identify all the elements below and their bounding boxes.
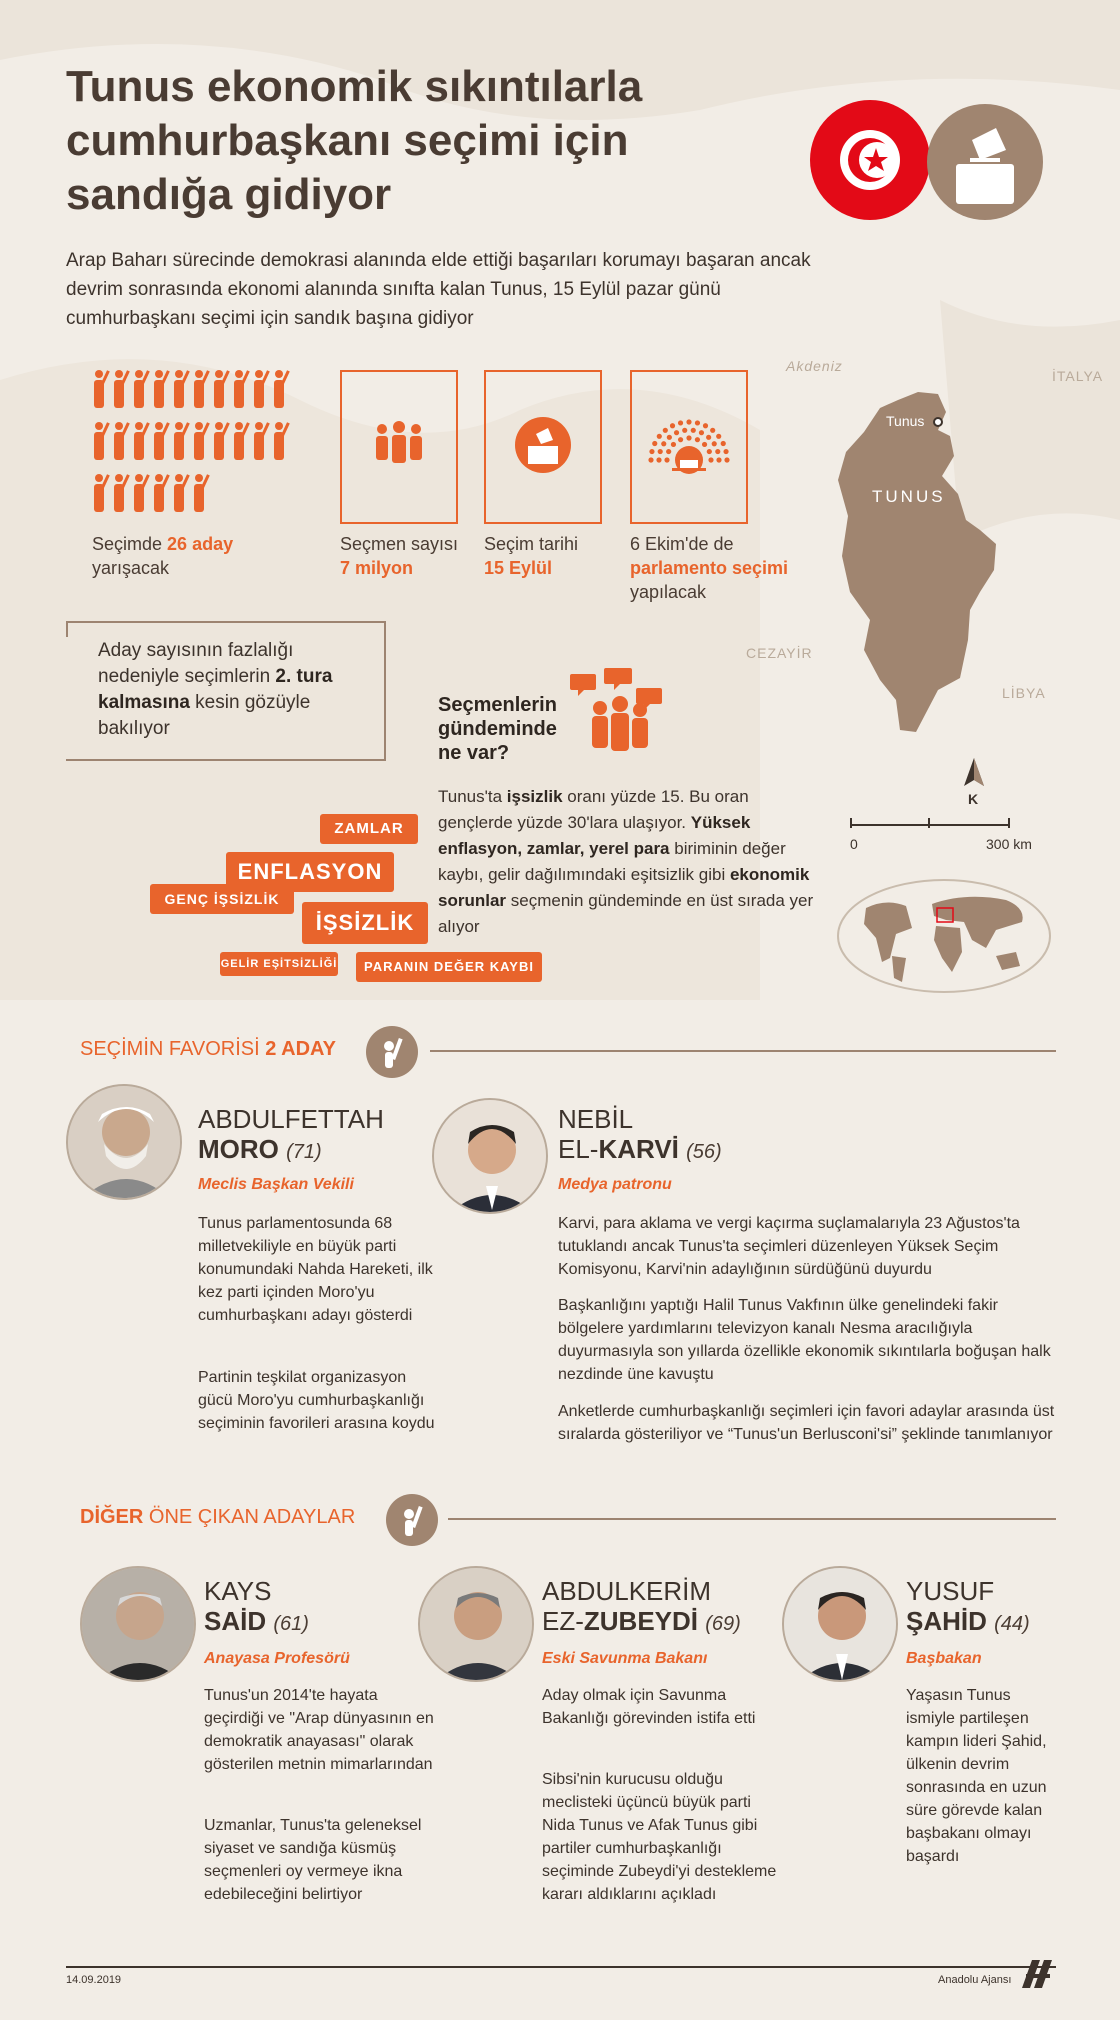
- candidate-figure-head: [115, 474, 123, 482]
- stat-candidates-value: 26 aday: [167, 534, 234, 554]
- candidate-said-name: KAYS SAİD (61): [204, 1576, 309, 1636]
- parliament-seat: [682, 428, 687, 433]
- candidate-zubeydi-role: Eski Savunma Bakanı: [542, 1650, 708, 1667]
- candidate-figure-body: [254, 432, 264, 460]
- parliament-seat: [699, 430, 704, 435]
- candidate-sahid-role: Başbakan: [906, 1650, 982, 1667]
- world-map-inset: [836, 878, 1052, 994]
- candidate-figure-head: [235, 370, 243, 378]
- candidate-said-p1: Tunus'un 2014'te hayata geçirdiği ve "Arap dünyasının en demokratik anayasası" olarak gösterilen metnin mimarlarından: [204, 1687, 434, 1773]
- candidate-figure-body: [114, 380, 124, 408]
- stat-candidates: Seçimde 26 aday yarışacak: [92, 534, 234, 578]
- candidate-figure-head: [175, 474, 183, 482]
- parliament-seat: [691, 428, 696, 433]
- callout-bottom-rule: [66, 759, 386, 761]
- parliament-seat: [678, 437, 683, 442]
- candidate-sahid-name: YUSUF ŞAHİD (44): [906, 1576, 1030, 1636]
- stat-voters-value: 7 milyon: [340, 558, 414, 578]
- candidate-figure-body: [194, 380, 204, 408]
- candidate-moro-p1: Tunus parlamentosunda 68 milletvekiliyle en büyük parti konumundaki Nahda Hareketi, ilk kez parti içinden Moro'yu cumhurbaşkanı adayı gösterdi: [198, 1215, 433, 1324]
- candidate-figure-body: [134, 432, 144, 460]
- candidate-zubeydi-name: ABDULKERİM EZ-ZUBEYDİ (69): [542, 1576, 741, 1636]
- avatar-moro: [66, 1084, 182, 1200]
- map-label-sea: Akdeniz: [786, 358, 843, 374]
- title-line-3: sandığa gidiyor: [66, 170, 392, 219]
- callout-top-rule: [66, 621, 386, 623]
- intro-text: Arap Baharı sürecinde demokrasi alanında elde ettiği başarıları korumayı başaran ancak devrim sonrasında ekonomi alanında sınıfta kalan Tunus, 15 Eylül pazar günü cumhurbaşkanı seçimi için sandık başına gidiyor: [66, 250, 811, 329]
- footer-agency: Anadolu Ajansı: [938, 1974, 1012, 1986]
- scale-zero: 0: [850, 836, 858, 852]
- candidate-figure-body: [114, 484, 124, 512]
- candidate-figure-body: [174, 484, 184, 512]
- scale-bar: [850, 816, 1020, 836]
- candidate-moro-name: ABDULFETTAH MORO (71): [198, 1104, 384, 1164]
- footer-date: 14.09.2019: [66, 1974, 122, 1986]
- candidate-figure-head: [195, 422, 203, 430]
- candidate-figure-body: [134, 380, 144, 408]
- candidate-figure-body: [274, 380, 284, 408]
- candidates-people-icon: [92, 368, 302, 518]
- candidate-figure-head: [255, 370, 263, 378]
- parliament-seat: [723, 449, 728, 454]
- candidate-figure-head: [255, 422, 263, 430]
- parliament-seat: [667, 435, 672, 440]
- parliament-icon: [632, 372, 746, 522]
- parliament-seat: [716, 434, 721, 439]
- north-arrow-icon: [956, 756, 996, 796]
- candidate-zubeydi-p2: Sibsi'nin kurucusu olduğu meclisteki üçüncü büyük parti Nida Tunus ve Afak Tunus gibi partiler cumhurbaşkanlığı seçiminde Zubeydi'yi destekleme kararı aldıklarını açıkladı: [542, 1771, 777, 1903]
- parliament-seat: [663, 428, 668, 433]
- parliament-seat: [648, 457, 653, 462]
- candidate-figure-head: [235, 422, 243, 430]
- speech-people-icon: [568, 668, 668, 768]
- candidate-figure-head: [135, 422, 143, 430]
- voters-box: [340, 370, 458, 524]
- title-line-1: Tunus ekonomik sıkıntılarla: [66, 62, 643, 111]
- candidate-figure-head: [135, 474, 143, 482]
- tag-genc-issizlik: GENÇ İŞSİZLİK: [150, 884, 294, 914]
- parliament-seat: [721, 441, 726, 446]
- candidate-said-p2: Uzmanlar, Tunus'ta geleneksel siyaset ve sandığa küsmüş seçmenleri oy vermeye ikna edebileceğini belirtiyor: [204, 1817, 422, 1903]
- candidate-figure-head: [135, 370, 143, 378]
- candidate-figure-body: [94, 484, 104, 512]
- candidate-said-role: Anayasa Profesörü: [204, 1650, 350, 1667]
- tag-paranin-deger-kaybi: PARANIN DEĞER KAYBI: [356, 952, 542, 982]
- parliament-seat: [707, 449, 712, 454]
- candidate-badge-icon-2: [386, 1494, 438, 1546]
- parliament-seat: [661, 441, 666, 446]
- map-label-libya: LİBYA: [1002, 685, 1046, 701]
- candidate-figure-head: [275, 422, 283, 430]
- candidate-figure-head: [215, 370, 223, 378]
- candidate-figure-body: [154, 380, 164, 408]
- title-line-2: cumhurbaşkanı seçimi için: [66, 116, 629, 165]
- others-rule: [448, 1518, 1056, 1520]
- candidate-figure-body: [194, 432, 204, 460]
- candidate-figure-head: [175, 370, 183, 378]
- candidate-figure-body: [174, 380, 184, 408]
- candidate-figure-body: [214, 380, 224, 408]
- candidate-sahid-p1: Yaşasın Tunus ismiyle partileşen kampın lideri Şahid, ülkenin devrim sonrasında en uzun süre görevde kalan başbakanı olmayı başardı: [906, 1687, 1047, 1865]
- stat-voters: Seçmen sayısı 7 milyon: [340, 532, 480, 580]
- avatar-zubeydi: [418, 1566, 534, 1682]
- parliament-seat: [670, 423, 675, 428]
- map-label-algeria: CEZAYİR: [746, 645, 813, 661]
- parliament-seat: [695, 437, 700, 442]
- candidate-figure-head: [195, 370, 203, 378]
- parliament-seat: [715, 449, 720, 454]
- candidate-figure-head: [215, 422, 223, 430]
- candidate-figure-body: [214, 432, 224, 460]
- parliament-seat: [695, 420, 700, 425]
- parliament-seat: [712, 441, 717, 446]
- date-box: [484, 370, 602, 524]
- candidate-figure-head: [95, 370, 103, 378]
- parliament-seat: [649, 449, 654, 454]
- ballot-icon: [486, 372, 600, 522]
- candidate-figure-body: [154, 484, 164, 512]
- footer-rule: [66, 1966, 1056, 1968]
- tag-enflasyon: ENFLASYON: [226, 852, 394, 892]
- tag-gelir-esitsizligi: GELİR EŞİTSİZLİĞİ: [220, 952, 338, 976]
- candidate-figure-body: [274, 432, 284, 460]
- candidate-figure-head: [155, 370, 163, 378]
- favorites-rule: [430, 1050, 1056, 1052]
- callout-right-rule: [384, 621, 386, 761]
- stat-date-value: 15 Eylül: [484, 558, 553, 578]
- candidate-figure-body: [134, 484, 144, 512]
- parliament-seat: [708, 457, 713, 462]
- avatar-said: [80, 1566, 196, 1682]
- candidate-figure-head: [115, 422, 123, 430]
- parliament-seat: [702, 442, 707, 447]
- candidate-karvi-name: NEBİL EL-KARVİ (56): [558, 1104, 722, 1164]
- tag-issizlik: İŞSİZLİK: [302, 902, 428, 944]
- candidate-badge-icon: [366, 1026, 418, 1078]
- parliament-seat: [710, 428, 715, 433]
- stat-date: Seçim tarihi 15 Eylül: [484, 532, 624, 580]
- candidate-figure-head: [195, 474, 203, 482]
- parliament-seat: [686, 435, 691, 440]
- stat-parliament-value: parlamento seçimi: [630, 558, 789, 578]
- north-label: K: [968, 791, 979, 807]
- callout-text: Aday sayısının fazlalığı nedeniyle seçimlerin 2. tura kalmasına kesin gözüyle bakılıyor: [98, 640, 333, 739]
- parliament-seat: [686, 419, 691, 424]
- parliament-seat: [716, 457, 721, 462]
- parliament-seat: [678, 420, 683, 425]
- others-heading: DİĞER ÖNE ÇIKAN ADAYLAR: [80, 1506, 356, 1528]
- parliament-seat: [671, 442, 676, 447]
- candidate-figure-body: [114, 432, 124, 460]
- candidate-moro-p2: Partinin teşkilat organizasyon gücü Moro'yu cumhurbaşkanlığı seçiminin favorileri arasına koydu: [198, 1369, 435, 1432]
- aa-logo-icon: [1018, 1956, 1058, 1990]
- candidate-figure-body: [254, 380, 264, 408]
- tunisia-map: [820, 360, 1050, 740]
- callout-left-tick: [66, 621, 68, 637]
- parliament-seat: [666, 449, 671, 454]
- page-title: [66, 60, 766, 222]
- agenda-paragraph: Tunus'ta işsizlik oranı yüzde 15. Bu oran gençlerde yüzde 30'lara ulaşıyor. Yüksek enflasyon, zamlar, yerel para biriminin değer kaybı, gelir dağılımındaki eşitsizlik gibi ekonomik sorunlar seçmenin gündeminde en üst sırada yer alıyor: [438, 787, 814, 936]
- candidate-figure-head: [155, 422, 163, 430]
- candidate-figure-body: [234, 432, 244, 460]
- map-label-city: Tunus: [886, 413, 925, 429]
- favorites-heading: SEÇİMİN FAVORİSİ 2 ADAY: [80, 1038, 336, 1060]
- candidate-figure-head: [115, 370, 123, 378]
- parliament-seat: [664, 457, 669, 462]
- voters-icon: [342, 372, 456, 522]
- candidate-figure-body: [94, 432, 104, 460]
- parliament-seat: [724, 457, 729, 462]
- candidate-figure-head: [275, 370, 283, 378]
- map-label-country: TUNUS: [872, 487, 946, 506]
- map-label-italy: İTALYA: [1052, 368, 1104, 384]
- parliament-seat: [656, 457, 661, 462]
- candidate-figure-head: [95, 474, 103, 482]
- candidate-figure-head: [175, 422, 183, 430]
- candidate-figure-head: [155, 474, 163, 482]
- candidate-figure-head: [95, 422, 103, 430]
- candidate-zubeydi-p1: Aday olmak için Savunma Bakanlığı görevinden istifa etti: [542, 1687, 756, 1727]
- parliament-seat: [652, 441, 657, 446]
- candidate-karvi-p2: Başkanlığını yaptığı Halil Tunus Vakfının ülke genelindeki fakir bölgelere yardımlarını televizyon kanalı Nesma aracılığıyla duyurmasıyla son yıllarda özellikle ekonomik sıkıntılarla boğuşan halk nezdinde üne kavuştu: [558, 1297, 1051, 1383]
- candidate-karvi-p1: Karvi, para aklama ve vergi kaçırma suçlamalarıyla 23 Ağustos'ta tutuklandı ancak Tunus'ta seçimleri düzenleyen Yüksek Seçim Komisyonu, Karvi'nin adaylığının sürdüğünü duyurdu: [558, 1215, 1020, 1278]
- avatar-sahid: [782, 1566, 898, 1682]
- parliament-seat: [657, 434, 662, 439]
- agenda-heading: Seçmenlerin gündeminde ne var?: [438, 694, 557, 764]
- candidate-figure-body: [234, 380, 244, 408]
- candidate-moro-role: Meclis Başkan Vekili: [198, 1176, 354, 1193]
- candidate-karvi-role: Medya patronu: [558, 1176, 672, 1193]
- candidate-figure-body: [174, 432, 184, 460]
- header-icons: [810, 100, 1045, 230]
- candidate-karvi-p3: Anketlerde cumhurbaşkanlığı seçimleri için favori adaylar arasında üst sıralarda gösteriliyor ve “Tunus'un Berlusconi'si” şeklinde tanımlanıyor: [558, 1403, 1055, 1443]
- tunisia-flag-icon: [810, 100, 1045, 230]
- scale-300: 300 km: [986, 836, 1032, 852]
- parliament-seat: [706, 435, 711, 440]
- candidate-figure-body: [94, 380, 104, 408]
- tag-zamlar: ZAMLAR: [320, 814, 418, 844]
- parliament-seat: [674, 430, 679, 435]
- avatar-karvi: [432, 1098, 548, 1214]
- candidate-figure-body: [194, 484, 204, 512]
- parliament-seat: [658, 449, 663, 454]
- candidate-figure-body: [154, 432, 164, 460]
- parliament-seat: [703, 423, 708, 428]
- parliament-box: [630, 370, 748, 524]
- stat-parliament: 6 Ekim'de de parlamento seçimi yapılacak: [630, 532, 830, 604]
